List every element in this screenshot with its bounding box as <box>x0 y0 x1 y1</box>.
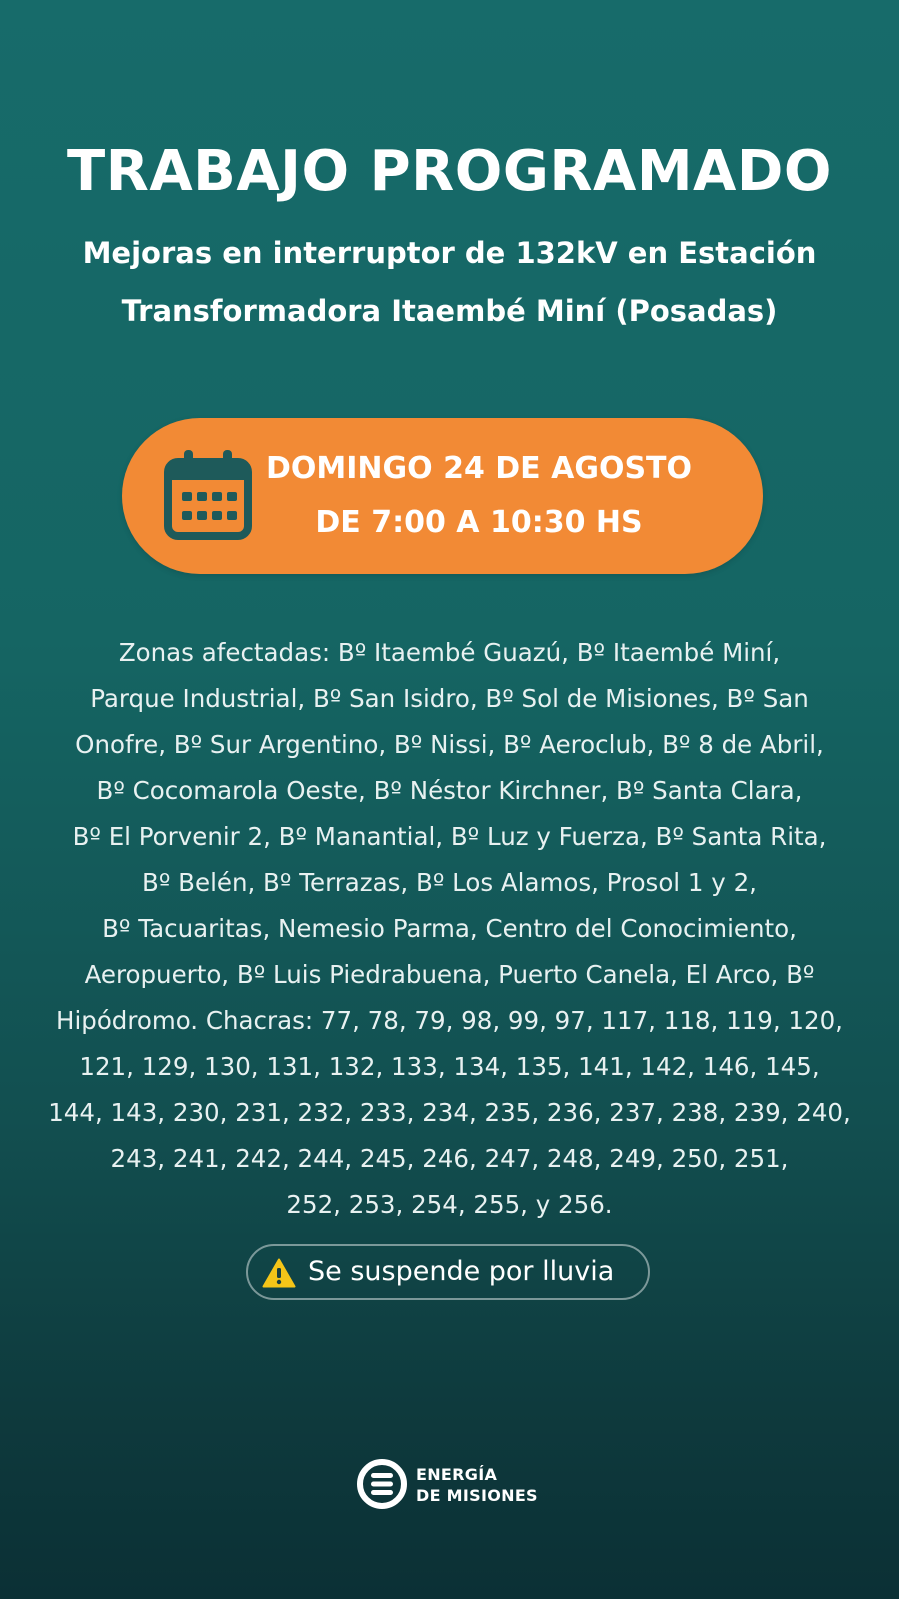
page-title: TRABAJO PROGRAMADO <box>67 139 832 204</box>
zones-line: Zonas afectadas: Bº Itaembé Guazú, Bº Itaembé Miní, <box>118 638 781 667</box>
zones-line: Bº Tacuaritas, Nemesio Parma, Centro del Conocimiento, <box>102 914 797 943</box>
calendar-icon <box>162 448 254 544</box>
zones-line: Hipódromo. Chacras: 77, 78, 79, 98, 99, 97, 117, 118, 119, 120, <box>56 1006 843 1035</box>
zones-line: 121, 129, 130, 131, 132, 133, 134, 135, 141, 142, 146, 145, <box>79 1052 820 1081</box>
brand-logo <box>356 1458 556 1518</box>
schedule-text <box>254 442 704 550</box>
affected-zones <box>30 630 869 1228</box>
brand-name-line: DE MISIONES <box>416 1486 538 1505</box>
warning-icon <box>262 1258 296 1288</box>
zones-line: 243, 241, 242, 244, 245, 246, 247, 248, 249, 250, 251, <box>110 1144 789 1173</box>
brand-name <box>416 1464 538 1506</box>
work-description <box>40 224 859 340</box>
schedule-time: DE 7:00 A 10:30 HS <box>315 505 643 540</box>
zones-line: Bº El Porvenir 2, Bº Manantial, Bº Luz y Fuerza, Bº Santa Rita, <box>72 822 827 851</box>
schedule-date: DOMINGO 24 DE AGOSTO <box>265 451 693 486</box>
zones-line: Bº Cocomarola Oeste, Bº Néstor Kirchner, Bº Santa Clara, <box>96 776 803 805</box>
energia-logo-icon <box>356 1458 408 1510</box>
rain-notice-text: Se suspende por lluvia <box>308 1256 615 1287</box>
zones-line: Onofre, Bº Sur Argentino, Bº Nissi, Bº Aeroclub, Bº 8 de Abril, <box>75 730 824 759</box>
zones-line: 252, 253, 254, 255, y 256. <box>286 1190 613 1219</box>
zones-line: Parque Industrial, Bº San Isidro, Bº Sol de Misiones, Bº San <box>90 684 809 713</box>
zones-line: Bº Belén, Bº Terrazas, Bº Los Alamos, Prosol 1 y 2, <box>142 868 757 897</box>
schedule-badge <box>122 418 763 574</box>
work-description-line: Transformadora Itaembé Miní (Posadas) <box>121 294 778 328</box>
work-description-line: Mejoras en interruptor de 132kV en Estación <box>82 236 817 270</box>
zones-line: 144, 143, 230, 231, 232, 233, 234, 235, 236, 237, 238, 239, 240, <box>48 1098 851 1127</box>
rain-notice-badge <box>246 1244 650 1300</box>
brand-name-line: ENERGÍA <box>416 1465 498 1484</box>
zones-line: Aeropuerto, Bº Luis Piedrabuena, Puerto Canela, El Arco, Bº <box>84 960 815 989</box>
